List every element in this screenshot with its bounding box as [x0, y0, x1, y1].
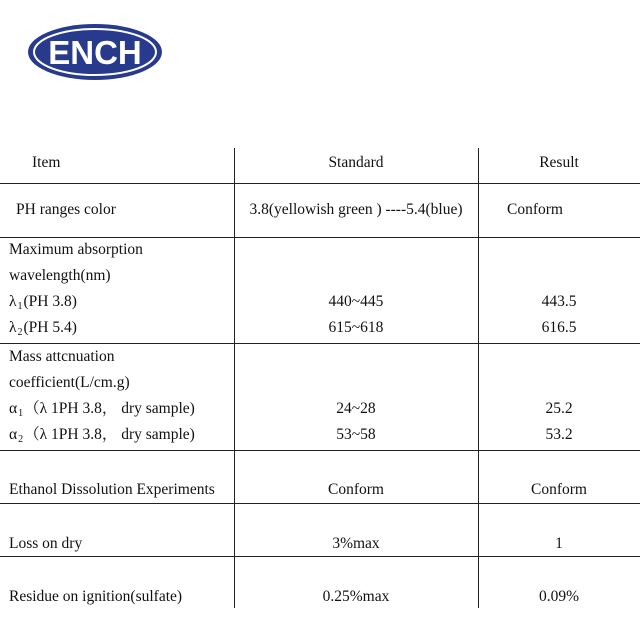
loss-on-dry-result: 1 [555, 535, 563, 552]
mass-attenuation-title: Mass attcnuation [9, 348, 115, 365]
alpha1-result: 25.2 [545, 400, 573, 417]
loss-on-dry-standard: 3%max [332, 535, 380, 552]
lambda1-result: 443.5 [541, 293, 577, 310]
alpha1-label: $\alpha_1(\lambda$ 1PH 3.8， dry sample) [9, 400, 195, 419]
ph-color-item: PH ranges color [16, 201, 116, 218]
logo-text: ENCH [48, 34, 142, 71]
header-item: Item [32, 154, 61, 171]
mass-attenuation-unit: coefficient(L/cm.g) [9, 374, 130, 391]
ench-logo [27, 23, 163, 81]
ph-color-standard: 3.8(yellowish green ) ----5.4(blue) [249, 201, 463, 218]
alpha-symbol: α [9, 426, 18, 443]
lambda1-standard: 440~445 [328, 293, 384, 310]
lambda2-result: 616.5 [541, 319, 577, 336]
alpha2-standard: 53~58 [336, 426, 376, 443]
lambda-symbol: λ [9, 319, 17, 336]
ph-color-result: Conform [507, 201, 563, 218]
residue-result: 0.09% [538, 588, 580, 605]
lambda1-label: $\lambda_1(PH$ 3.8) [9, 293, 77, 312]
ethanol-result: Conform [531, 481, 587, 498]
table-line [0, 503, 640, 504]
max-absorption-unit: wavelength(nm) [9, 267, 111, 284]
loss-on-dry-item: Loss on dry [9, 535, 83, 552]
ethanol-item: Ethanol Dissolution Experiments [9, 481, 215, 498]
lambda2-standard: 615~618 [328, 319, 384, 336]
header-standard: Standard [328, 154, 384, 171]
lambda2-label: $\lambda_2(PH$ 5.4) [9, 319, 77, 338]
residue-standard: 0.25%max [322, 588, 390, 605]
alpha2-result: 53.2 [545, 426, 573, 443]
lambda-symbol: λ [9, 293, 17, 310]
alpha1-standard: 24~28 [336, 400, 376, 417]
ethanol-standard: Conform [328, 481, 384, 498]
max-absorption-title: Maximum absorption [9, 241, 143, 258]
table-line [0, 183, 640, 184]
alpha2-label: $\alpha_2(\lambda$ 1PH 3.8， dry sample) [9, 426, 195, 445]
residue-item: Residue on ignition(sulfate) [9, 588, 183, 605]
alpha-symbol: α [9, 400, 18, 417]
header-result: Result [539, 154, 579, 171]
